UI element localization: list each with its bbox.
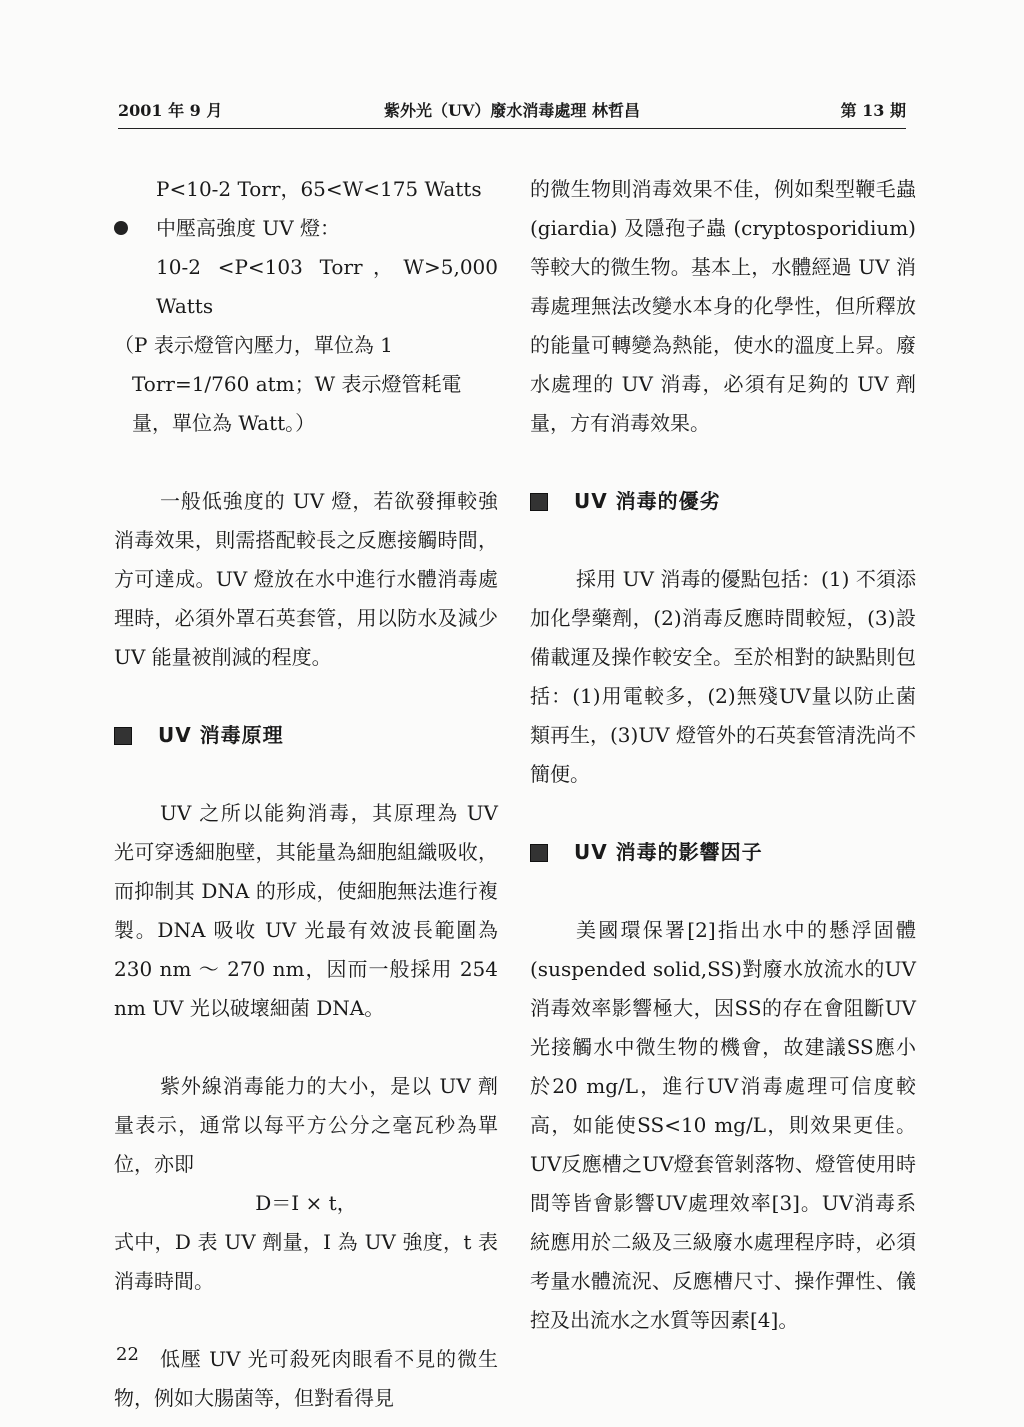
dose-formula: D＝I × t， xyxy=(255,1191,357,1215)
paragraph: 採用 UV 消毒的優點包括：(1) 不須添加化學藥劑，(2)消毒反應時間較短，(3)設備載運及操作較安全。至於相對的缺點則包括：(1)用電較多，(2)無殘UV量以防止菌類再生，(3)UV 燈管外的石英套管清洗尚不簡便。 xyxy=(530,567,916,786)
header-issue: 第 13 期 xyxy=(840,101,906,120)
paragraph: 低壓 UV 光可殺死肉眼看不見的微生物，例如大腸菌等，但對看得見 xyxy=(114,1347,498,1410)
square-bullet-icon xyxy=(530,844,548,862)
note-line-1: （P 表示燈管內壓力，單位為 1 xyxy=(114,333,393,357)
section-heading-factors xyxy=(530,833,916,872)
bullet-icon xyxy=(114,221,128,235)
header-title: 紫外光（UV）廢水消毒處理 林哲昌 xyxy=(384,101,640,120)
paragraph: 紫外線消毒能力的大小，是以 UV 劑量表示，通常以每平方公分之毫瓦秒為單位，亦即 xyxy=(114,1074,498,1176)
header-date: 2001 年 9 月 xyxy=(118,101,223,120)
pressure-line: P<10-2 Torr，65<W<175 Watts xyxy=(156,177,482,201)
square-bullet-icon xyxy=(114,727,132,745)
bullet-item xyxy=(114,209,498,248)
section-heading-pros-cons xyxy=(530,482,916,521)
note-line-3: 量，單位為 Watt。） xyxy=(132,411,316,435)
section-title: UV 消毒的影響因子 xyxy=(574,840,763,864)
section-heading-principle xyxy=(114,716,498,755)
left-column xyxy=(114,170,498,1418)
paragraph: UV 之所以能夠消毒，其原理為 UV 光可穿透細胞壁，其能量為細胞組織吸收，而抑制其 DNA 的形成，使細胞無法進行複製。DNA 吸收 UV 光最有效波長範圍為 230 nm ～ 270 nm，因而一般採用 254 nm UV 光以破壞細菌 DNA。 xyxy=(114,801,498,1020)
paragraph: 一般低強度的 UV 燈，若欲發揮較強消毒效果，則需搭配較長之反應接觸時間，方可達成。UV 燈放在水中進行水體消毒處理時，必須外罩石英套管，用以防水及減少 UV 能量被削減的程度。 xyxy=(114,489,498,669)
paragraph: 的微生物則消毒效果不佳，例如梨型鞭毛蟲 (giardia) 及隱孢子蟲 (cryptosporidium)等較大的微生物。基本上，水體經過 UV 消毒處理無法改變水本身的化學性，但所釋放的能量可轉變為熱能，使水的溫度上昇。廢水處理的 UV 消毒，必須有足夠的 UV 劑量，方有消毒效果。 xyxy=(530,177,916,435)
section-title: UV 消毒原理 xyxy=(158,723,284,747)
header-rule xyxy=(118,128,906,129)
section-title: UV 消毒的優劣 xyxy=(574,489,721,513)
paragraph: 美國環保署[2]指出水中的懸浮固體(suspended solid,SS)對廢水放流水的UV消毒效率影響極大，因SS的存在會阻斷UV光接觸水中微生物的機會，故建議SS應小於20 mg/L，進行UV消毒處理可信度較高，如能使SS<10 mg/L，則效果更佳。UV反應槽之UV燈套管剝落物、燈管使用時間等皆會影響UV處理效率[3]。UV消毒系統應用於二級及三級廢水處理程序時，必須考量水體流況、反應槽尺寸、操作彈性、儀控及出流水之水質等因素[4]。 xyxy=(530,918,916,1332)
paragraph: 式中，D 表 UV 劑量，I 為 UV 強度，t 表消毒時間。 xyxy=(114,1230,498,1293)
square-bullet-icon xyxy=(530,493,548,511)
pressure-range-line: 10-2 <P<103 Torr，W>5,000 Watts xyxy=(156,255,498,318)
right-column xyxy=(530,170,916,1340)
running-header xyxy=(118,98,906,128)
bullet-label: 中壓高強度 UV 燈： xyxy=(156,216,341,240)
page-number: 22 xyxy=(116,1344,139,1365)
note-line-2: Torr=1/760 atm；W 表示燈管耗電 xyxy=(132,372,462,396)
